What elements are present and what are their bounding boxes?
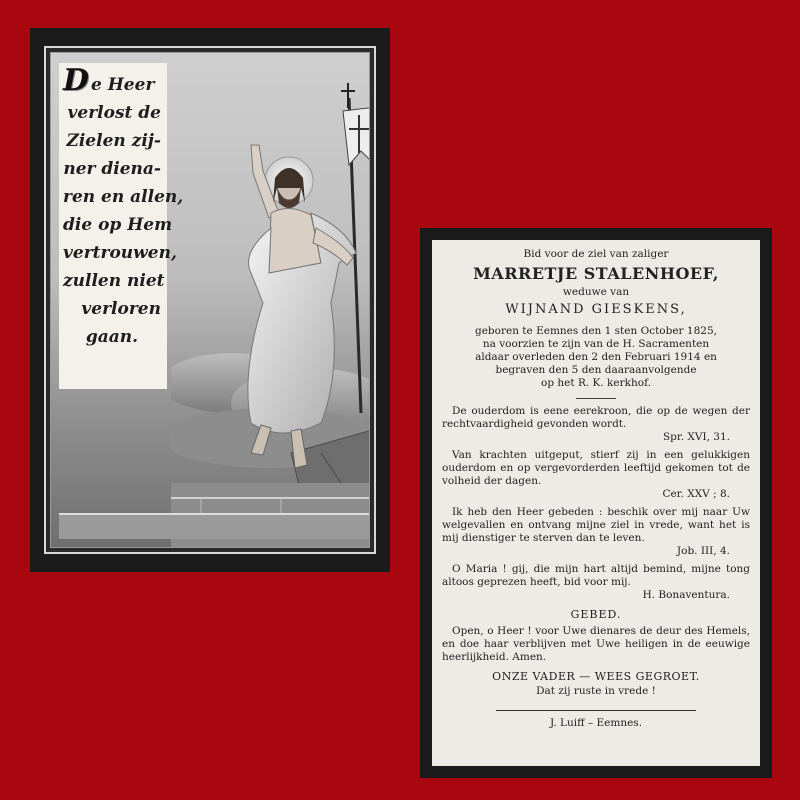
passage-2-text: Van krachten uitgeput, stierf zij in een gelukkigen ouderdom en op vergevorderden leeftijd gekomen tot de volheid der dagen.	[442, 449, 750, 487]
deceased-name: MARRETJE STALENHOEF,	[473, 264, 719, 283]
memorial-card-back	[420, 228, 772, 778]
intro-line: Bid voor de ziel van zaliger	[523, 248, 669, 260]
prayer-text: Open, o Heer ! voor Uwe dienares de deur des Hemels, en doe haar verblijven met Uwe heiligen in de eeuwige heerlijkheid. Amen.	[442, 625, 750, 663]
verse-line-1	[63, 63, 161, 99]
verse-line-7: vertrouwen,	[63, 243, 177, 263]
risen-christ-illustration	[171, 53, 370, 548]
verse-line-10: gaan.	[85, 327, 139, 347]
rest-in-peace: Dat zij ruste in vrede !	[536, 685, 656, 697]
verse-panel	[59, 63, 184, 389]
spouse-name: WIJNAND GIESKENS,	[505, 302, 687, 317]
divider	[576, 398, 616, 399]
biography-line-2: na voorzien te zijn van de H. Sacramenten	[482, 338, 710, 350]
verse-line-5: ren en allen,	[63, 187, 184, 207]
biography-line-1: geboren te Eemnes den 1 sten October 1825,	[475, 325, 717, 337]
verse-line-3: Zielen zij-	[66, 131, 161, 151]
verse-dropcap: D	[63, 63, 90, 98]
passage-4-text: O Maria ! gij, die mijn hart altijd bemind, mijne tong altoos geprezen heeft, bid voor mij.	[442, 563, 750, 588]
biography-line-4: begraven den 5 den daaraanvolgende	[495, 364, 697, 376]
front-bottom-ledge	[59, 513, 369, 539]
verse-line-9: verloren	[81, 299, 161, 319]
back-paper	[432, 240, 760, 766]
passage-2-ref: Cer. XXV ; 8.	[662, 488, 730, 500]
biography-line-3: aldaar overleden den 2 den Februari 1914 en	[475, 351, 717, 363]
printer-credit: J. Luiff – Eemnes.	[549, 717, 643, 729]
verse-line-4: ner diena-	[63, 159, 161, 179]
passage-3-text: Ik heb den Heer gebeden : beschik over mij naar Uw welgevallen en ontvang mijne ziel in vrede, want het is mij dienstiger te sterven dan te leven.	[442, 506, 750, 544]
verse-line-2: verlost de	[67, 103, 161, 123]
biography-block	[442, 325, 750, 390]
passage-1-ref: Spr. XVI, 31.	[662, 431, 730, 443]
verse-line-1-rest: e Heer	[91, 75, 155, 95]
front-frame	[44, 46, 376, 554]
footer-divider	[496, 710, 696, 711]
closing-prayers: ONZE VADER — WEES GEGROET.	[492, 670, 700, 683]
passage-1-text: De ouderdom is eene eerekroon, die op de wegen der rechtvaardigheid gevonden wordt.	[442, 405, 750, 430]
prayer-title: GEBED.	[570, 608, 622, 621]
verse-line-6: die op Hem	[63, 215, 173, 235]
widow-of-line: weduwe van	[562, 286, 630, 298]
biography-line-5: op het R. K. kerkhof.	[541, 377, 651, 389]
memorial-card-front	[30, 28, 390, 572]
front-image-area	[50, 52, 370, 548]
verse-line-8: zullen niet	[63, 271, 165, 291]
passage-4-ref: H. Bonaventura.	[642, 589, 730, 601]
passage-3-ref: Job. III, 4.	[676, 545, 730, 557]
